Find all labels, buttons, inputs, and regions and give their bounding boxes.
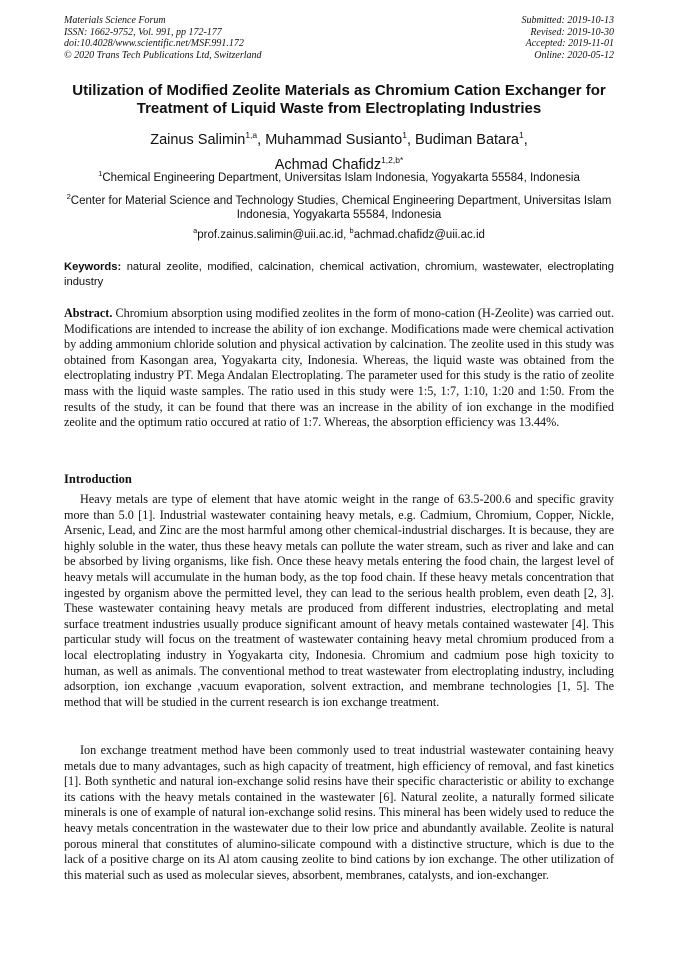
author-affiliation-marker: 1,2,b*: [381, 154, 404, 165]
introduction-heading: Introduction: [64, 472, 132, 486]
affiliation-marker: 1: [98, 169, 103, 178]
abstract-label: Abstract.: [64, 306, 113, 320]
submitted-date: Submitted: 2019-10-13: [521, 15, 614, 26]
email-link[interactable]: achmad.chafidz@uii.ac.id: [353, 228, 485, 241]
journal-doi: doi:10.4028/www.scientific.net/MSF.991.172: [64, 38, 244, 49]
author-affiliation-marker: 1: [402, 130, 407, 140]
author-name: Achmad Chafidz: [274, 156, 382, 173]
introduction-paragraph: Heavy metals are type of element that have atomic weight in the range of 63.5-200.6 and specific gravity more than 5.0 [1]. Industrial wastewater containing heavy metals, e.g. Cadmium, Chromium, Copper, Nickle, Arsenic, Lead, and Zinc are the most harmful among other chemical-industrial discharges. It is because, they are highly soluble in the water, thus these heavy metals can pollute the water stream, such as river and lake and can be absorbed by living organisms, like fish. Once these heavy metals entering the food chain, the largest level of heavy metals will accumulate in the human body, as the top food chain. If these heavy metals concentration that ingested by organism above the permitted level, they can lead to the serious health problem, even death [2, 3]. These wastewater containing heavy metals are produced from different industries, electroplating and metal surface treatment industries usually produce significant amount of heavy metals contained wastewater [4]. This particular study will focus on the treatment of wastewater containing heavy metal chromium produced from a local electroplating industry in Yogyakarta city, Indonesia. Chromium and cadmium pose high toxicity to human, as well as animals. The conventional method to treat wastewater from electroplating industry, including adsorption, ion exchange ,vacuum evaporation, solvent extraction, and membrane technologies [1, 5]. The method that will be studied in the current research is ion exchange treatment.: [64, 492, 614, 709]
keywords: [64, 260, 614, 290]
journal-copyright: © 2020 Trans Tech Publications Ltd, Switzerland: [64, 49, 262, 61]
journal-name: Materials Science Forum: [64, 15, 166, 26]
affiliation-1: [40, 167, 638, 185]
journal-issn: ISSN: 1662-9752, Vol. 991, pp 172-177: [64, 26, 222, 38]
affiliation-text: Chemical Engineering Department, Universitas Islam Indonesia, Yogyakarta 55584, Indonesia: [102, 171, 580, 184]
affiliation-text: Center for Material Science and Technology Studies, Chemical Engineering Department, Universitas Islam Indonesia, Yogyakarta 55584, Indonesia: [70, 194, 612, 222]
paper-title: Utilization of Modified Zeolite Materials as Chromium Cation Exchanger for Treatment of Liquid Waste from Electroplating Industries: [72, 82, 606, 117]
author-name: Zainus Salimin: [150, 131, 246, 148]
email-marker: b: [349, 226, 354, 235]
publication-dates: [522, 15, 615, 61]
author-affiliation-marker: 1,a: [245, 130, 258, 140]
keywords-text: natural zeolite, modified, calcination, chemical activation, chromium, wastewater, electroplating industry: [64, 261, 614, 288]
author-separator: ,: [257, 131, 266, 148]
author-separator: ,: [406, 131, 416, 148]
author-emails: [40, 224, 638, 242]
email-marker: a: [193, 226, 198, 235]
email-link[interactable]: prof.zainus.salimin@uii.ac.id,: [197, 228, 350, 241]
affiliation-2: [40, 190, 638, 223]
introduction-paragraph: Ion exchange treatment method have been commonly used to treat industrial wastewater containing heavy metals due to many advantages, such as high capacity of treatment, high efficiency of removal, and fast kinetics [1]. Both synthetic and natural ion-exchange solid resins have their specific characteristic or ability to exchange its cations with the heavy metals contained in the wastewater [6]. Natural zeolite, a naturally formed silicate minerals is one of example of natural ion-exchange solid resins. This mineral has been widely used to reduce the heavy metals concentration in the wastewater due to their low price and abundantly available. Zeolite is natural porous mineral that constitutes of alumino-silicate compound with a distinctive structure, which is due to the lack of a positive charge on its Al atom causing zeolite to bind cations by ion exchange. The other utilization of this material such as used as molecular sieves, absorbent, membranes, catalysts, and ion-exchanger.: [64, 743, 614, 882]
journal-info: [64, 15, 262, 61]
keywords-label: Keywords:: [64, 261, 122, 273]
online-date: Online: 2020-05-12: [534, 49, 614, 61]
author-separator: ,: [523, 131, 528, 148]
affiliation-marker: 2: [66, 192, 71, 201]
accepted-date: Accepted: 2019-11-01: [525, 38, 614, 49]
abstract-text: Chromium absorption using modified zeolites in the form of mono-cation (H-Zeolite) was carried out. Modifications are intended to increase the ability of ion exchange. Modifications made were chemical activation by adding ammonium chloride solution and physical activation by calcination. The zeolite used in this study was obtained from Kasongan area, Yogyakarta city, Indonesia. Whereas, the liquid waste was obtained from the electroplating industry PT. Mega Andalan Electroplating. The parameter used for this study is the ratio of zeolite mass with the liquid waste samples. The ratio used in this study were 1:5, 1:7, 1:10, 1:20 and 1:50. From the results of the study, it can be found that there was an increase in the ability of ion exchange in the modified zeolite and the optimum ratio occured at ratio of 1:7. Whereas, the absorption efficiency was 13.44%.: [64, 306, 614, 430]
author-affiliation-marker: 1: [519, 130, 524, 140]
revised-date: Revised: 2019-10-30: [530, 26, 614, 38]
abstract: [64, 306, 614, 431]
author-name: Budiman Batara: [415, 131, 519, 148]
author-name: Muhammad Susianto: [265, 131, 403, 148]
